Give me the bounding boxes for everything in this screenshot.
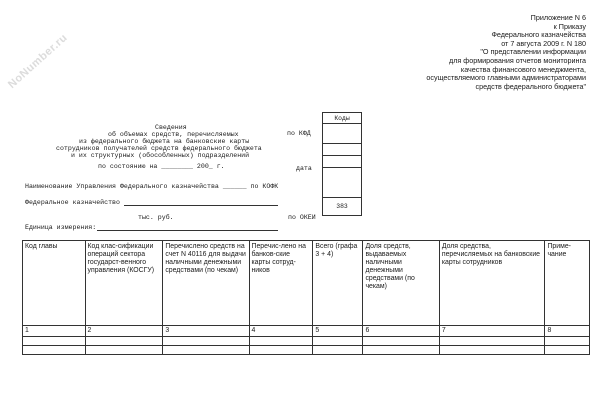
header-line: от 7 августа 2009 г. N 180 — [501, 38, 586, 48]
column-number: 1 — [23, 326, 86, 337]
column-header: Приме-чание — [545, 241, 590, 326]
column-number: 8 — [545, 326, 590, 337]
column-header: Доля средства, перечисляемых на банковские карты сотрудников — [439, 241, 545, 326]
table-cell — [249, 337, 313, 346]
column-number: 3 — [163, 326, 249, 337]
code-okud-cell — [322, 124, 362, 144]
codes-column — [322, 112, 362, 216]
table-cell — [23, 346, 86, 355]
header-line: "О представлении информации — [480, 47, 586, 57]
watermark: NoNumber.ru — [6, 31, 70, 91]
table-cell — [363, 337, 439, 346]
header-line: для формирования отчетов мониторинга — [449, 55, 586, 65]
ufk-field: Наименование Управления Федерального казначейства ______ по КОФК — [25, 183, 279, 190]
code-kofk-cell — [322, 168, 362, 198]
units-value: тыс. руб. — [138, 214, 174, 221]
doc-title: Сведения — [155, 124, 187, 131]
title-line: об объемах средств, перечисляемых — [108, 131, 239, 138]
table-cell — [249, 346, 313, 355]
units-label: Единица измерения: — [25, 224, 97, 231]
column-header: Код клас-сификации операций сектора государст-венного управления (КОСГУ) — [85, 241, 163, 326]
code-cell — [322, 144, 362, 156]
title-line: по состоянию на ________ 200_ г. — [98, 163, 225, 170]
header-line: к Приказу — [553, 21, 586, 31]
table-cell — [545, 337, 590, 346]
codes-header: Коды — [322, 112, 362, 124]
column-number: 6 — [363, 326, 439, 337]
appendix-header — [426, 14, 586, 91]
column-number: 7 — [439, 326, 545, 337]
table-header-row — [23, 241, 590, 326]
code-okei-cell: 383 — [322, 198, 362, 216]
table-cell — [545, 346, 590, 355]
table-cell — [163, 346, 249, 355]
data-table — [22, 240, 590, 355]
table-cell — [23, 337, 86, 346]
column-number: 2 — [85, 326, 163, 337]
table-cell — [85, 337, 163, 346]
units-underline — [97, 230, 278, 231]
column-header: Перечислено средств на счет N 40116 для выдачи наличными денежными средствами (по чекам) — [163, 241, 249, 326]
header-line: Приложение N 6 — [530, 13, 586, 22]
column-number: 4 — [249, 326, 313, 337]
header-line: средств федерального бюджета" — [475, 81, 586, 91]
table-cell — [313, 346, 363, 355]
code-date-cell — [322, 156, 362, 168]
fk-label: Федеральное казначейство — [25, 199, 120, 206]
column-header: Доля средств, выдаваемых наличными денежными средствами (по чекам) — [363, 241, 439, 326]
column-number: 5 — [313, 326, 363, 337]
header-line: осуществляемого главными администраторами — [426, 73, 586, 83]
header-line: качества финансового менеджмента, — [460, 64, 586, 74]
table-cell — [313, 337, 363, 346]
title-line: и их структурных (обособленных) подразделений — [71, 152, 250, 159]
table-row — [23, 337, 590, 346]
column-header: Перечис-лено на банков-ские карты сотруд-ников — [249, 241, 313, 326]
table-cell — [439, 337, 545, 346]
okud-label: по КФД — [287, 130, 311, 137]
title-line: из федерального бюджета на банковские карты — [79, 138, 250, 145]
fk-underline — [124, 205, 278, 206]
date-label: дата — [296, 165, 312, 172]
table-cell — [163, 337, 249, 346]
table-cell — [363, 346, 439, 355]
table-row — [23, 346, 590, 355]
okei-label: по ОКЕИ — [288, 214, 316, 221]
header-line: Федерального казначейства — [491, 30, 586, 40]
column-number-row — [23, 326, 590, 337]
title-line: сотрудников получателей средств федерального бюджета — [56, 145, 262, 152]
column-header: Код главы — [23, 241, 86, 326]
column-header: Всего (графа 3 + 4) — [313, 241, 363, 326]
table-cell — [85, 346, 163, 355]
table-cell — [439, 346, 545, 355]
